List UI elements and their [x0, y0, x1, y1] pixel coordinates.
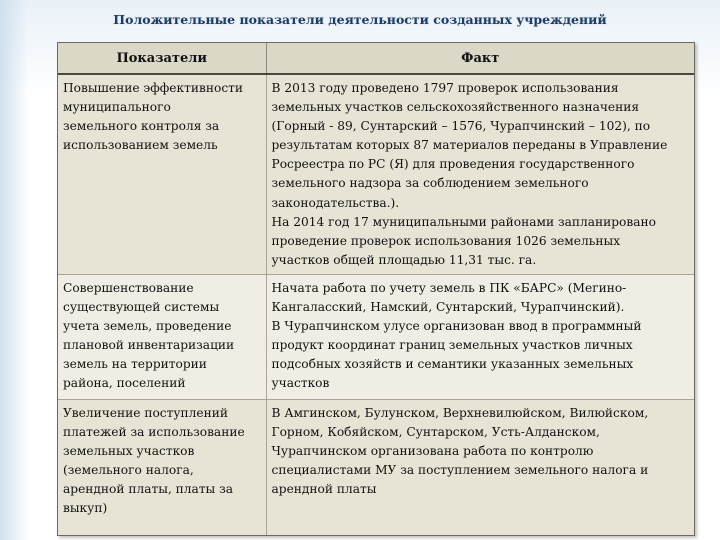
- fact-line: проведение проверок использования 1026 земельных: [271, 233, 621, 248]
- indicator-line: платежей за использование: [63, 425, 245, 440]
- fact-cell: [266, 399, 694, 536]
- fact-cell: [266, 274, 694, 399]
- fact-line: Чурапчинском организована работа по контролю: [271, 444, 594, 459]
- fact-line: В 2013 году проведено 1797 проверок использования: [271, 81, 619, 95]
- indicator-line: плановой инвентаризации: [63, 338, 235, 353]
- indicator-line: (земельного налога,: [63, 463, 194, 478]
- fact-line: земельных участков сельскохозяйственного назначения: [271, 100, 640, 115]
- slide-title: Положительные показатели деятельности созданных учреждений: [113, 12, 607, 27]
- fact-line: На 2014 год 17 муниципальными районами запланировано: [271, 214, 656, 229]
- indicator-cell: [58, 74, 266, 274]
- table-row: [58, 274, 694, 399]
- fact-line: Начата работа по учету земель в ПК «БАРС» (Мегино-: [271, 280, 627, 295]
- indicator-cell: [58, 274, 266, 399]
- fact-line: (Горный - 89, Сунтарский – 1576, Чурапчинский – 102), по: [271, 119, 651, 134]
- indicators-table-frame: [57, 42, 695, 536]
- indicator-line: земельных участков: [63, 444, 195, 459]
- table-row: [58, 74, 694, 274]
- header-indicators: Показатели: [58, 43, 266, 74]
- fact-line: участков общей площадью 11,31 тыс. га.: [271, 252, 537, 267]
- fact-line: В Амгинском, Булунском, Верхневилюйском, Вилюйском,: [271, 405, 649, 420]
- fact-line: подсобных хозяйств и семантики указанных земельных: [271, 357, 634, 372]
- fact-line: земельного надзора за соблюдением земельного: [271, 176, 589, 191]
- fact-line: Горном, Кобяйском, Сунтарском, Усть-Алданском,: [271, 425, 600, 440]
- fact-line: участков: [271, 376, 330, 391]
- indicators-table: [58, 43, 694, 536]
- indicator-line: выкуп): [63, 501, 108, 516]
- indicator-line: муниципального: [63, 100, 171, 115]
- fact-line: Кангаласский, Намский, Сунтарский, Чурапчинский).: [271, 300, 625, 315]
- indicator-line: использованием земель: [63, 138, 218, 153]
- fact-line: Росреестра по РС (Я) для проведения государственного: [271, 157, 635, 172]
- indicator-line: существующей системы: [63, 300, 220, 315]
- indicator-line: земель на территории: [63, 357, 207, 372]
- table-row: [58, 399, 694, 536]
- indicator-line: учета земель, проведение: [63, 319, 232, 334]
- fact-line: В Чурапчинском улусе организован ввод в программный: [271, 319, 642, 334]
- fact-line: продукт координат границ земельных участков личных: [271, 338, 633, 353]
- indicator-cell: [58, 399, 266, 536]
- header-fact: Факт: [266, 43, 694, 74]
- fact-line: специалистами МУ за поступлением земельного налога и: [271, 463, 649, 478]
- indicator-line: Увеличение поступлений: [63, 405, 228, 420]
- indicator-line: арендной платы, платы за: [63, 482, 234, 497]
- fact-line: результатам которых 87 материалов переданы в Управление: [271, 138, 668, 153]
- indicator-line: Совершенствование: [63, 280, 194, 295]
- indicator-line: земельного контроля за: [63, 119, 220, 134]
- indicator-line: Повышение эффективности: [63, 81, 244, 95]
- fact-cell: [266, 74, 694, 274]
- fact-line: законодательства.).: [271, 195, 400, 210]
- indicator-line: района, поселений: [63, 376, 186, 391]
- fact-line: арендной платы: [271, 482, 377, 497]
- table-header-row: [58, 43, 694, 74]
- decorative-side-stripe: [0, 0, 28, 540]
